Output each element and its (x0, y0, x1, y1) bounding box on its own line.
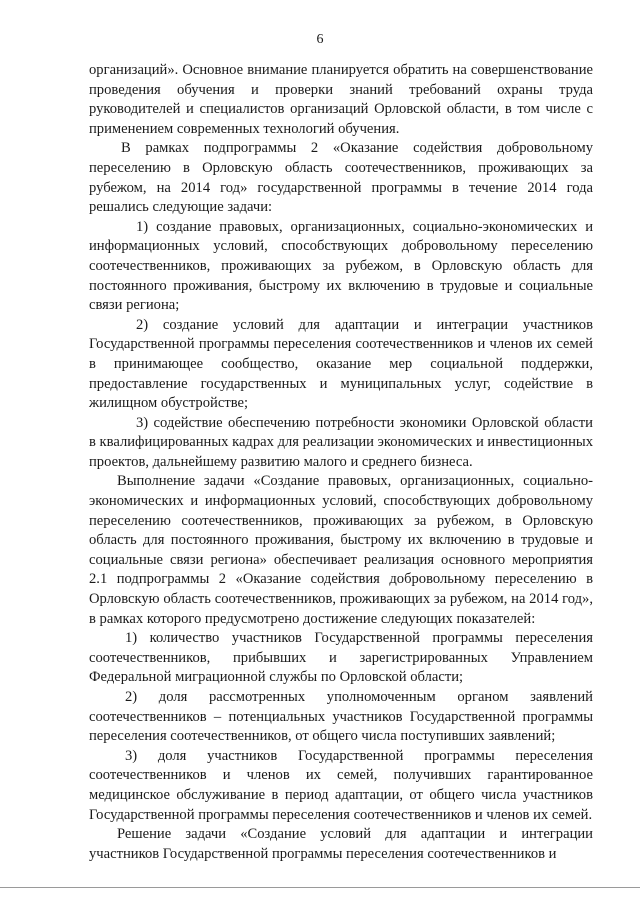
paragraph-intro-continuation: организаций». Основное внимание планируется обратить на совершенствование проведения обучения и проверки знаний требований охраны труда руководителей и специалистов организаций Орловской области, в том числе с применением современных технологий обучения. (89, 62, 593, 137)
paragraph-indicator-1: 1) количество участников Государственной программы переселения соотечественников, прибывших и зарегистрированных Управлением Федеральной миграционной службы по Орловской области; (89, 630, 593, 686)
paragraph-subprogram-2: В рамках подпрограммы 2 «Оказание содействия добровольному переселению в Орловскую область соотечественников, проживающих за рубежом, на 2014 год» государственной программы в течение 2014 года решались следующие задачи: (89, 140, 593, 216)
paragraph-task-1: 1) создание правовых, организационных, социально-экономических и информационных условий, способствующих добровольному переселению соотечественников, проживающих за рубежом, в Орловскую область для постоянного проживания, быстрому их включению в трудовые и социальные связи региона; (89, 218, 593, 314)
page-number: 6 (316, 32, 324, 47)
paragraph-indicator-2: 2) доля рассмотренных уполномоченным органом заявлений соотечественников – потенциальных участников Государственной программы переселения соотечественников, от общего числа поступивших заявлений; (89, 689, 593, 745)
body-text (89, 61, 593, 864)
paragraph-task-2: 2) создание условий для адаптации и интеграции участников Государственной программы переселения соотечественников и членов их семей в принимающее сообщество, оказание мер социальной поддержки, предоставление государственных и муниципальных услуг, содействие в жилищном обустройстве; (89, 316, 593, 412)
footer-divider (0, 887, 640, 888)
paragraph-task-2-solution: Решение задачи «Создание условий для адаптации и интеграции участников Государственной программы переселения соотечественников и (89, 826, 593, 862)
paragraph-task-1-execution: Выполнение задачи «Создание правовых, организационных, социально-экономических и информационных условий, способствующих добровольному переселению соотечественников, проживающих за рубежом, в Орловскую область для постоянного проживания, быстрому их включению в трудовые и социальные связи региона» обеспечивает реализация основного мероприятия 2.1 подпрограммы 2 «Оказание содействия добровольному переселению в Орловскую область соотечественников, проживающих за рубежом, на 2014 год», в рамках которого предусмотрено достижение следующих показателей: (89, 473, 593, 627)
paragraph-indicator-3: 3) доля участников Государственной программы переселения соотечественников и членов их семей, получивших гарантированное медицинское обслуживание в период адаптации, от общего числа участников Государственной программы переселения соотечественников и членов их семей. (89, 747, 593, 823)
paragraph-task-3: 3) содействие обеспечению потребности экономики Орловской области в квалифицированных кадрах для реализации экономических и инвестиционных проектов, дальнейшему развитию малого и среднего бизнеса. (89, 414, 593, 470)
